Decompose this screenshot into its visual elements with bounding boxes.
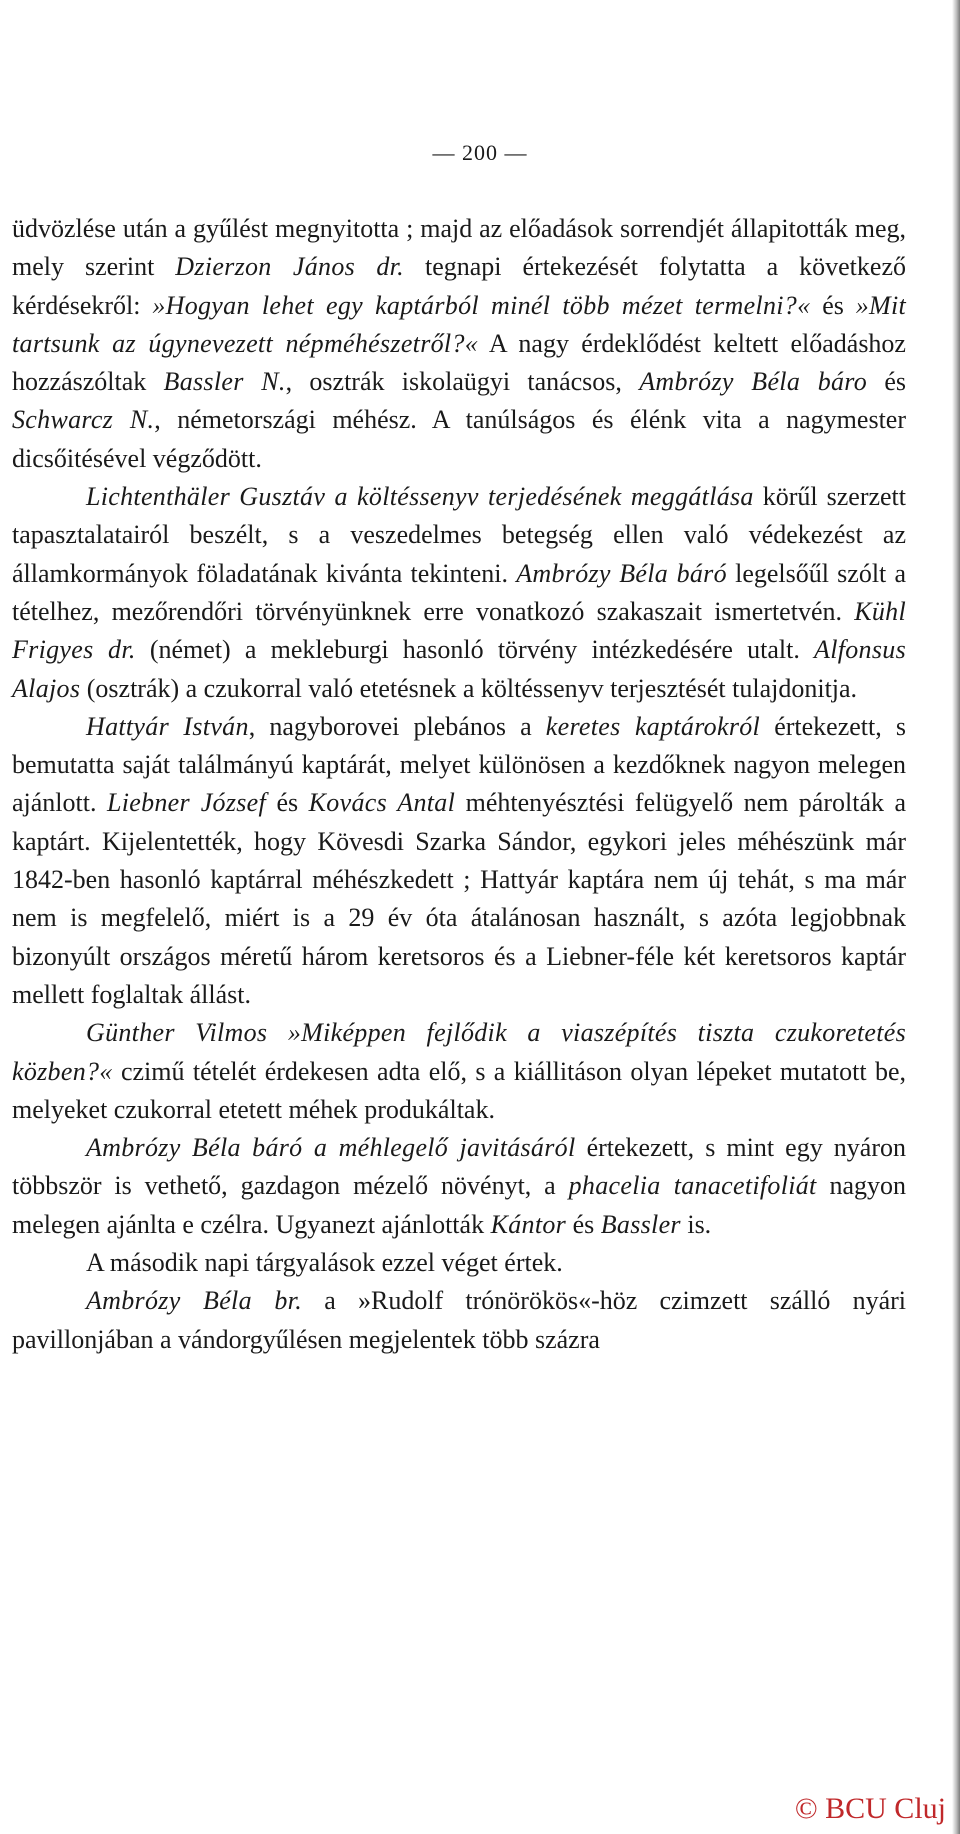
italic-run: Dzierzon János dr. — [175, 252, 404, 282]
text-run: nagyon melegen ajánlta e czélra. Ugyanezt ajánlották — [12, 1171, 907, 1239]
italic-run: »Mit tartsunk az úgynevezett népméhészetről?« — [12, 290, 906, 358]
copyright-watermark: © BCU Cluj — [794, 1792, 946, 1825]
text-run: és — [867, 367, 906, 397]
italic-run: phacelia tanacetifoliát — [568, 1171, 817, 1201]
italic-run: Kovács Antal — [308, 788, 456, 818]
italic-run: Lichtenthäler Gusztáv a költéssenyv terjedésének meggátlása — [86, 482, 754, 512]
text-run: , osztrák iskolaügyi tanácsos, — [285, 367, 640, 397]
text-run: , németországi méhész. A tanúlságos és élénk vita a nagymester dicsőitésével végződött. — [12, 405, 906, 473]
italic-run: Kühl Frigyes dr. — [12, 596, 906, 665]
text-run: (osztrák) a czukorral való etetésnek a költéssenyv terjesztését tulajdonitja. — [80, 673, 858, 703]
text-run: és — [566, 1209, 601, 1239]
text-run: A nagy érdeklődést keltett előadáshoz hozzászóltak — [12, 328, 906, 397]
text-run: üdvözlése után a gyűlést megnyitotta ; majd az előadások sorrendjét állapitották meg, mely szerint — [12, 214, 906, 282]
text-run: legelsőűl szólt a tételhez, mezőrendőri törvényünknek erre vonatkozó szakaszait ismertetvén. — [12, 558, 906, 626]
text-run: tegnapi értekezését folytatta a következő kérdésekről: — [12, 252, 906, 320]
page-edge-shadow — [952, 0, 960, 1834]
italic-run: Schwarcz N. — [12, 405, 155, 435]
italic-run: Hattyár István — [86, 711, 249, 741]
paragraph — [12, 1014, 906, 1129]
italic-run: Ambrózy Béla báró a méhlegelő javitásáról — [86, 1133, 576, 1163]
italic-run: keretes kaptárokról — [545, 711, 761, 741]
text-run: értekezett, s bemutatta saját találmányú kaptárát, melyet különösen a kezdőknek nagyon melegen ajánlott. — [12, 711, 906, 818]
italic-run: Günther Vilmos »Miképpen fejlődik a viaszépítés tiszta czukoretetés közben?« — [12, 1018, 906, 1086]
italic-run: Ambrózy Béla br. — [86, 1286, 303, 1316]
text-run: és — [810, 290, 856, 320]
italic-run: Alfonsus Alajos — [12, 635, 906, 703]
italic-run: Ambrózy Béla báró — [516, 558, 727, 588]
text-run: körűl szerzett tapasztalatairól beszélt, s a veszedelmes betegség ellen való védekezést az államkormányok föladatának kivánta tekinteni. — [12, 482, 907, 588]
paragraph — [12, 478, 906, 708]
paragraph — [12, 1129, 906, 1244]
paragraph — [12, 708, 906, 1014]
text-run: , nagyborovei plebános a — [248, 711, 546, 741]
text-run: is. — [680, 1209, 712, 1239]
text-run: (német) a mekleburgi hasonló törvény intézkedésére utalt. — [135, 635, 815, 665]
page-number: — 200 — — [432, 140, 528, 165]
paragraph — [12, 1282, 906, 1359]
text-run: értekezett, s mint egy nyáron többször is vethető, gazdagon mézelő növényt, a — [12, 1133, 907, 1201]
italic-run: Bassler N. — [163, 367, 286, 397]
italic-run: Ambrózy Béla báro — [639, 367, 868, 397]
italic-run: Kántor — [490, 1209, 567, 1239]
paragraph — [12, 210, 906, 478]
body-text — [12, 210, 906, 1359]
italic-run: Bassler — [600, 1209, 681, 1239]
text-run: czimű tételét érdekesen adta elő, s a kiállitáson olyan lépeket mutatott be, melyeket czukorral etetett méhek produkáltak. — [12, 1056, 906, 1124]
paragraph — [12, 1244, 906, 1282]
text-run: A második napi tárgyalások ezzel véget értek. — [86, 1248, 563, 1278]
italic-run: »Hogyan lehet egy kaptárból minél több mézet termelni?« — [152, 290, 811, 320]
text-run: méhtenyésztési felügyelő nem párolták a kaptárt. Kijelentették, hogy Kövesdi Szarka Sándor, egykori jeles méhészünk már 1842-ben hasonló kaptárral méhészkedett ; Hattyár kaptára nem új tehát, s ma már nem is megfelelő, miért is a 29 év óta átalánosan használt, s azóta legjobbnak bizonyúlt országos méretű három keretsoros és a Liebner-féle két keretsoros kaptár mellett foglaltak állást. — [12, 788, 906, 1009]
text-run: és — [266, 788, 309, 818]
italic-run: Liebner József — [106, 788, 267, 818]
text-run: a »Rudolf trónörökös«-höz czimzett szálló nyári pavillonjában a vándorgyűlésen megjelentek több százra — [12, 1286, 906, 1354]
